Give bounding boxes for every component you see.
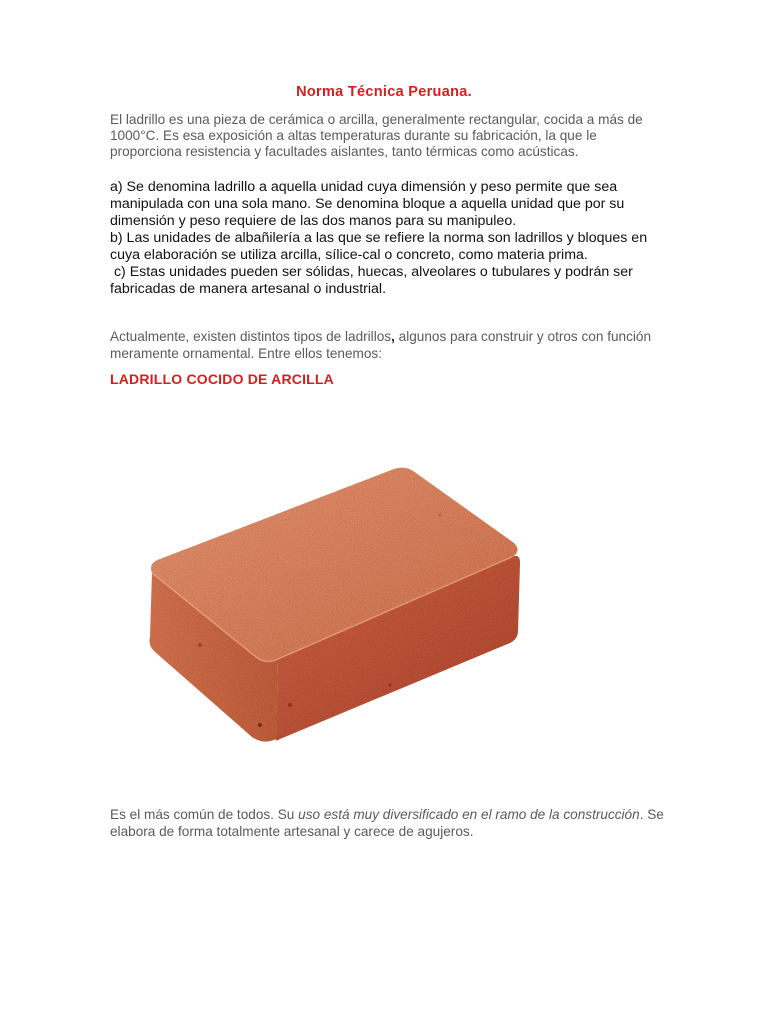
section-heading: LADRILLO COCIDO DE ARCILLA	[110, 371, 334, 387]
types-paragraph	[110, 328, 670, 362]
closing-paragraph	[110, 806, 670, 840]
definition-list	[110, 179, 670, 298]
document-title: Norma Técnica Peruana.	[296, 84, 472, 100]
brick-image	[140, 455, 540, 745]
closing-text-end: . Se elabora de forma totalmente artesanal y carece de agujeros.	[110, 807, 664, 839]
types-text-start: Actualmente, existen distintos tipos de ladrillos	[110, 329, 392, 344]
intro-paragraph	[110, 112, 662, 160]
definition-item-b: b) Las unidades de albañilería a las que se refiere la norma son ladrillos y bloques en cuya elaboración se utiliza arcilla, sílice-cal o concreto, como materia prima.	[110, 230, 648, 263]
intro-text: El ladrillo es una pieza de cerámica o arcilla, generalmente rectangular, cocida a más de 1000°C. Es esa exposición a altas temperaturas durante su fabricación, la que le proporciona resistencia y facultades aislantes, tanto térmicas como acústicas.	[110, 112, 643, 159]
closing-text-italic: uso está muy diversificado en el ramo de la construcción	[298, 807, 640, 822]
definition-item-c: c) Estas unidades pueden ser sólidas, huecas, alveolares o tubulares y podrán ser fabricadas de manera artesanal o industrial.	[110, 264, 637, 297]
definition-item-a: a) Se denomina ladrillo a aquella unidad cuya dimensión y peso permite que sea manipulada con una sola mano. Se denomina bloque a aquella unidad que por su dimensión y peso requiere de las dos manos para su manipuleo.	[110, 179, 625, 229]
types-text-end: algunos para construir y otros con función meramente ornamental. Entre ellos tenemos:	[110, 329, 652, 361]
types-text-comma: ,	[391, 329, 395, 344]
closing-text-start: Es el más común de todos. Su	[110, 807, 299, 822]
